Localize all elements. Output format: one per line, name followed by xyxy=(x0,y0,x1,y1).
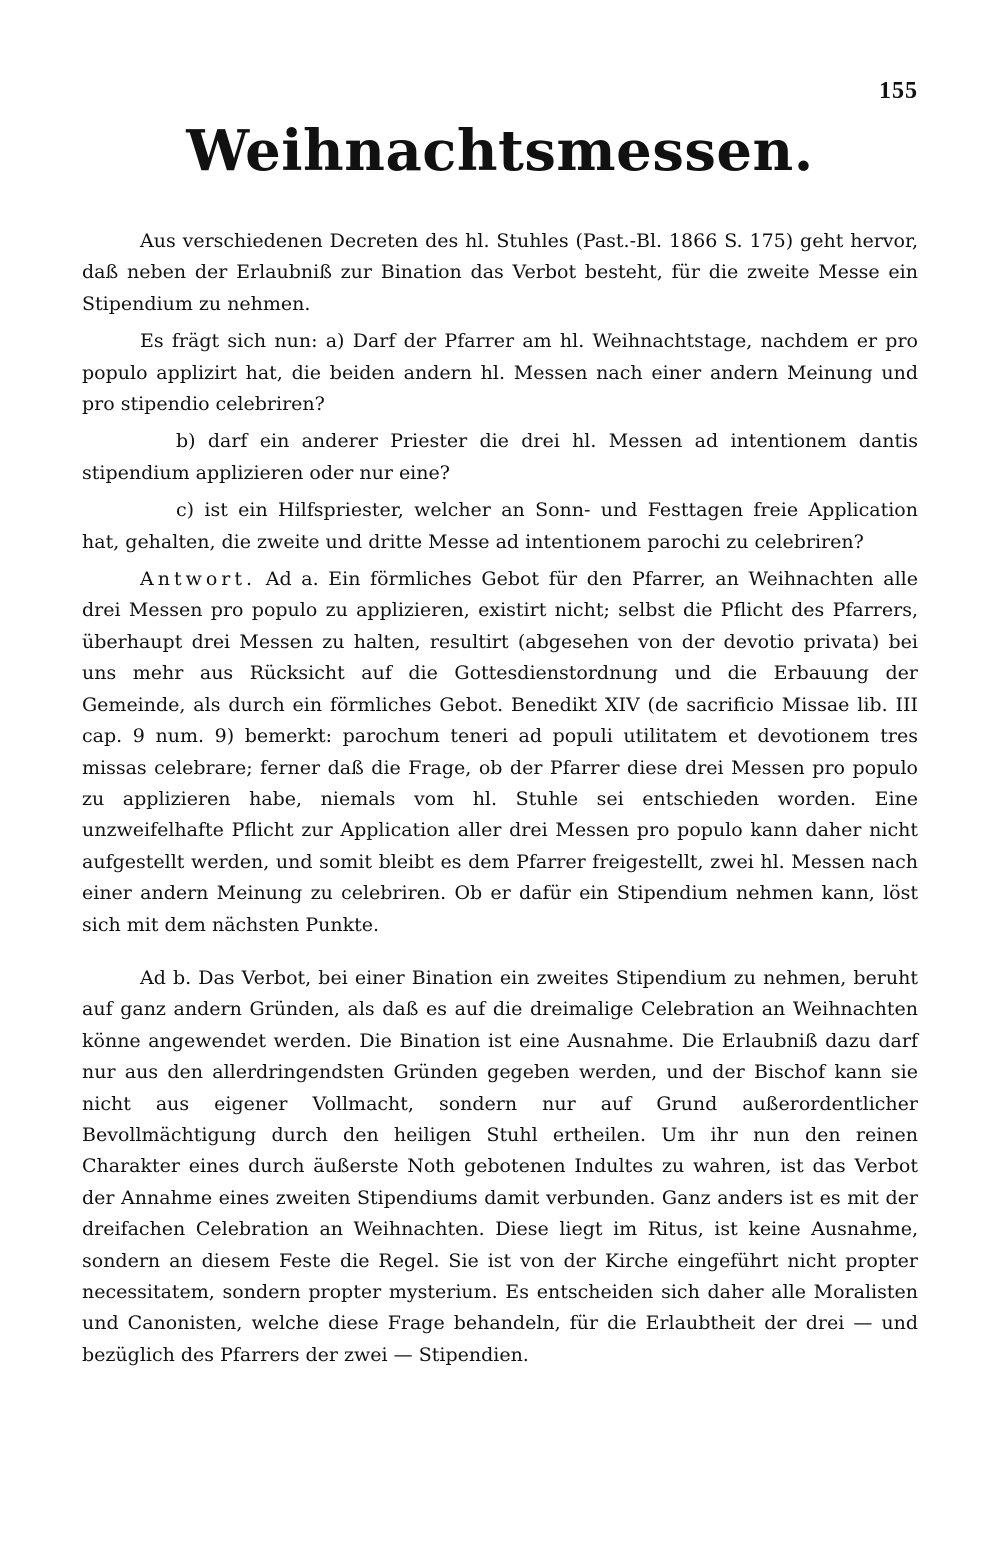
answer-b-section xyxy=(82,963,918,1371)
question-c-paragraph: c) ist ein Hilfspriester, welcher an Sonn- und Festtagen freie Application hat, gehalten, die zweite und dritte Messe ad intentionem parochi zu celebriren? xyxy=(82,499,918,553)
page-number: 155 xyxy=(879,78,918,104)
answer-a-paragraph xyxy=(82,564,918,941)
answer-b-paragraph: Ad b. Das Verbot, bei einer Bination ein zweites Stipendium zu nehmen, beruht auf ganz andern Gründen, als daß es auf die dreimalige Celebration an Weihnachten könne angewendet werden. Die Bination ist eine Ausnahme. Die Erlaubniß dazu darf nur aus den allerdringendsten Gründen gegeben werden, und der Bischof kann sie nicht aus eigener Vollmacht, sondern nur auf Grund außerordentlicher Bevollmächtigung durch den heiligen Stuhl ertheilen. Um ihr nun den reinen Charakter eines durch äußerste Noth gebotenen Indultes zu wahren, ist das Verbot der Annahme eines zweiten Stipendiums damit verbunden. Ganz anders ist es mit der dreifachen Celebration an Weihnachten. Diese liegt im Ritus, ist keine Ausnahme, sondern an diesem Feste die Regel. Sie ist von der Kirche eingeführt nicht propter necessitatem, sondern propter mysterium. Es entscheiden sich daher alle Moralisten und Canonisten, welche diese Frage behandeln, für die Erlaubtheit der drei — und bezüglich des Pfarrers der zwei — Stipendien. xyxy=(82,966,918,1366)
intro-paragraph: Aus verschiedenen Decreten des hl. Stuhles (Past.-Bl. 1866 S. 175) geht hervor, daß neben der Erlaubniß zur Bination das Verbot besteht, für die zweite Messe ein Stipendium zu nehmen. xyxy=(82,230,918,315)
answer-a-text: Ad a. Ein förmliches Gebot für den Pfarrer, an Weihnachten alle drei Messen pro populo zu applizieren, existirt nicht; selbst die Pflicht des Pfarrers, überhaupt drei Messen zu halten, resultirt (abgesehen von der devotio privata) bei uns mehr aus Rücksicht auf die Gottesdienstordnung und die Erbauung der Gemeinde, als durch ein förmliches Gebot. Benedikt XIV (de sacrificio Missae lib. III cap. 9 num. 9) bemerkt: parochum teneri ad populi utilitatem et devotionem tres missas celebrare; ferner daß die Frage, ob der Pfarrer diese drei Messen pro populo zu applizieren habe, niemals vom hl. Stuhle sei entschieden worden. Eine unzweifelhafte Pflicht zur Application aller drei Messen pro populo kann daher nicht aufgestellt werden, und somit bleibt es dem Pfarrer freigestellt, zwei hl. Messen nach einer andern Meinung zu celebriren. Ob er dafür ein Stipendium nehmen kann, löst sich mit dem nächsten Punkte. xyxy=(82,568,918,936)
answer-a-section xyxy=(82,564,918,941)
answer-label: Antwort. xyxy=(140,568,257,591)
question-b-paragraph: b) darf ein anderer Priester die drei hl. Messen ad intentionem dantis stipendium applizieren oder nur eine? xyxy=(82,430,918,484)
question-a-paragraph: Es frägt sich nun: a) Darf der Pfarrer am hl. Weihnachtstage, nachdem er pro populo applizirt hat, die beiden andern hl. Messen nach einer andern Meinung und pro stipendio celebriren? xyxy=(82,330,918,416)
page-title: Weihnachtsmessen. xyxy=(186,118,814,184)
question-section xyxy=(82,226,918,558)
document-page xyxy=(82,70,918,1540)
